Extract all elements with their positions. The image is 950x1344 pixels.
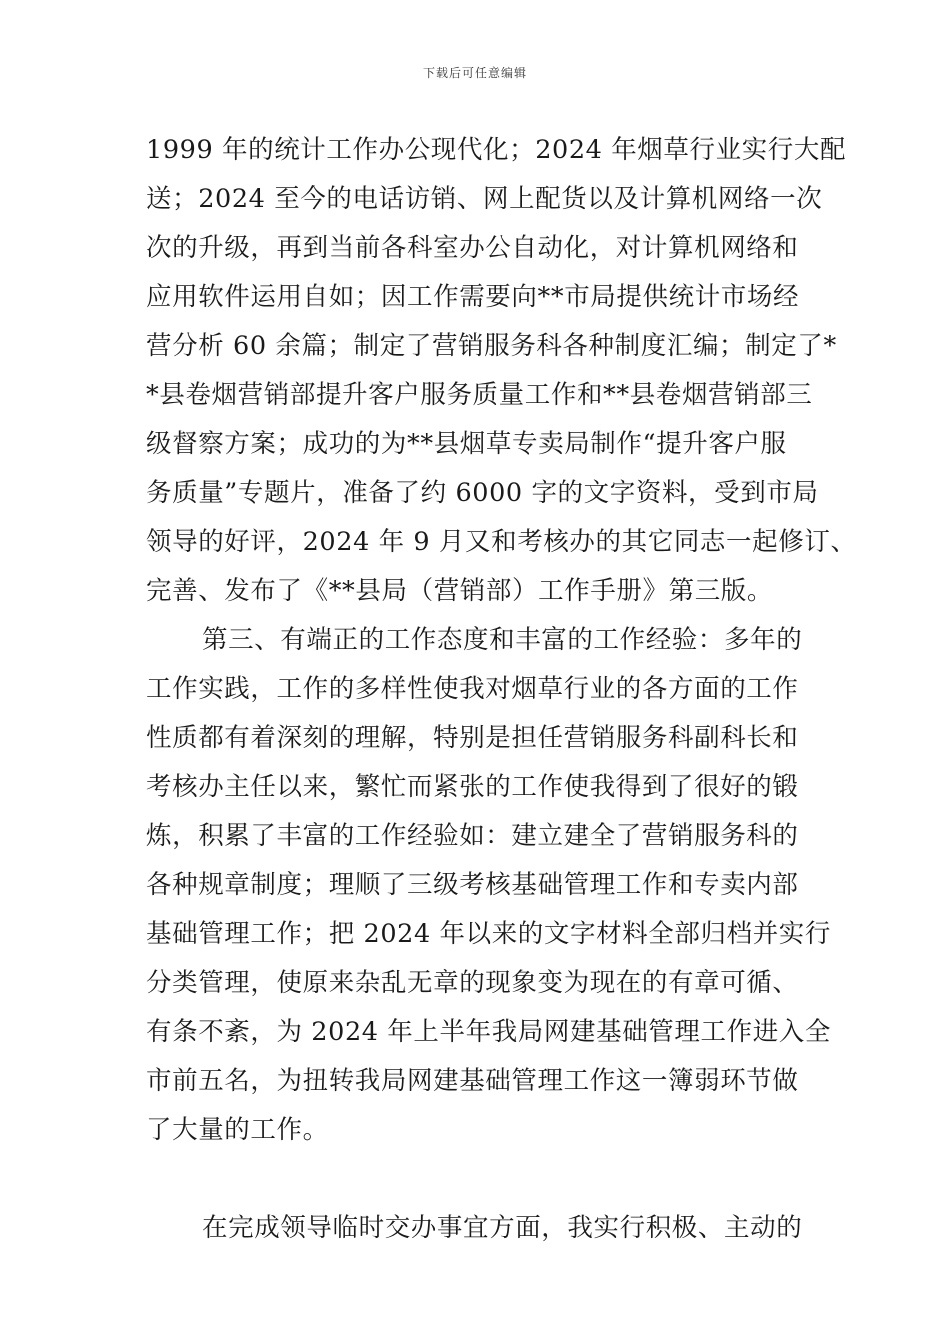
document-body [146, 126, 857, 1253]
paragraph-spacing [146, 1155, 811, 1204]
text-line: 领导的好评，2024 年 9 月又和考核办的其它同志一起修订、 [146, 527, 857, 557]
text-line: 市前五名，为扭转我局网建基础管理工作这一簿弱环节做 [146, 1066, 799, 1096]
text-line: 送；2024 至今的电话访销、网上配货以及计算机网络一次 [146, 184, 823, 214]
text-line: 完善、发布了《**县局（营销部）工作手册》第三版。 [146, 576, 774, 606]
text-line: 各种规章制度；理顺了三级考核基础管理工作和专卖内部 [146, 870, 799, 900]
text-line: 工作实践，工作的多样性使我对烟草行业的各方面的工作 [146, 674, 799, 704]
text-line: 了大量的工作。 [146, 1115, 329, 1145]
text-line: *县卷烟营销部提升客户服务质量工作和**县卷烟营销部三 [146, 380, 813, 410]
text-line: 级督察方案；成功的为**县烟草专卖局制作“提升客户服 [146, 429, 787, 459]
text-line: 分类管理，使原来杂乱无章的现象变为现在的有章可循、 [146, 968, 799, 998]
text-line: 基础管理工作；把 2024 年以来的文字材料全部归档并实行 [146, 919, 832, 949]
page-header: 下载后可任意编辑 [422, 66, 527, 80]
text-line: 考核办主任以来，繁忙而紧张的工作使我得到了很好的锻 [146, 772, 799, 802]
text-line: 有条不紊，为 2024 年上半年我局网建基础管理工作进入全 [146, 1017, 832, 1047]
text-line: 1999 年的统计工作办公现代化；2024 年烟草行业实行大配 [146, 135, 847, 165]
paragraph-start-line: 第三、有端正的工作态度和丰富的工作经验：多年的 [202, 625, 803, 655]
text-line: 应用软件运用自如；因工作需要向**市局提供统计市场经 [146, 282, 800, 312]
text-line: 性质都有着深刻的理解，特别是担任营销服务科副科长和 [146, 723, 799, 753]
text-line: 务质量”专题片，准备了约 6000 字的文字资料，受到市局 [146, 478, 819, 508]
text-line: 炼，积累了丰富的工作经验如：建立建全了营销服务科的 [146, 821, 799, 851]
paragraph-start-line: 在完成领导临时交办事宜方面，我实行积极、主动的 [202, 1213, 803, 1243]
text-line: 营分析 60 余篇；制定了营销服务科各种制度汇编；制定了* [146, 331, 837, 361]
text-line: 次的升级，再到当前各科室办公自动化，对计算机网络和 [146, 233, 799, 263]
